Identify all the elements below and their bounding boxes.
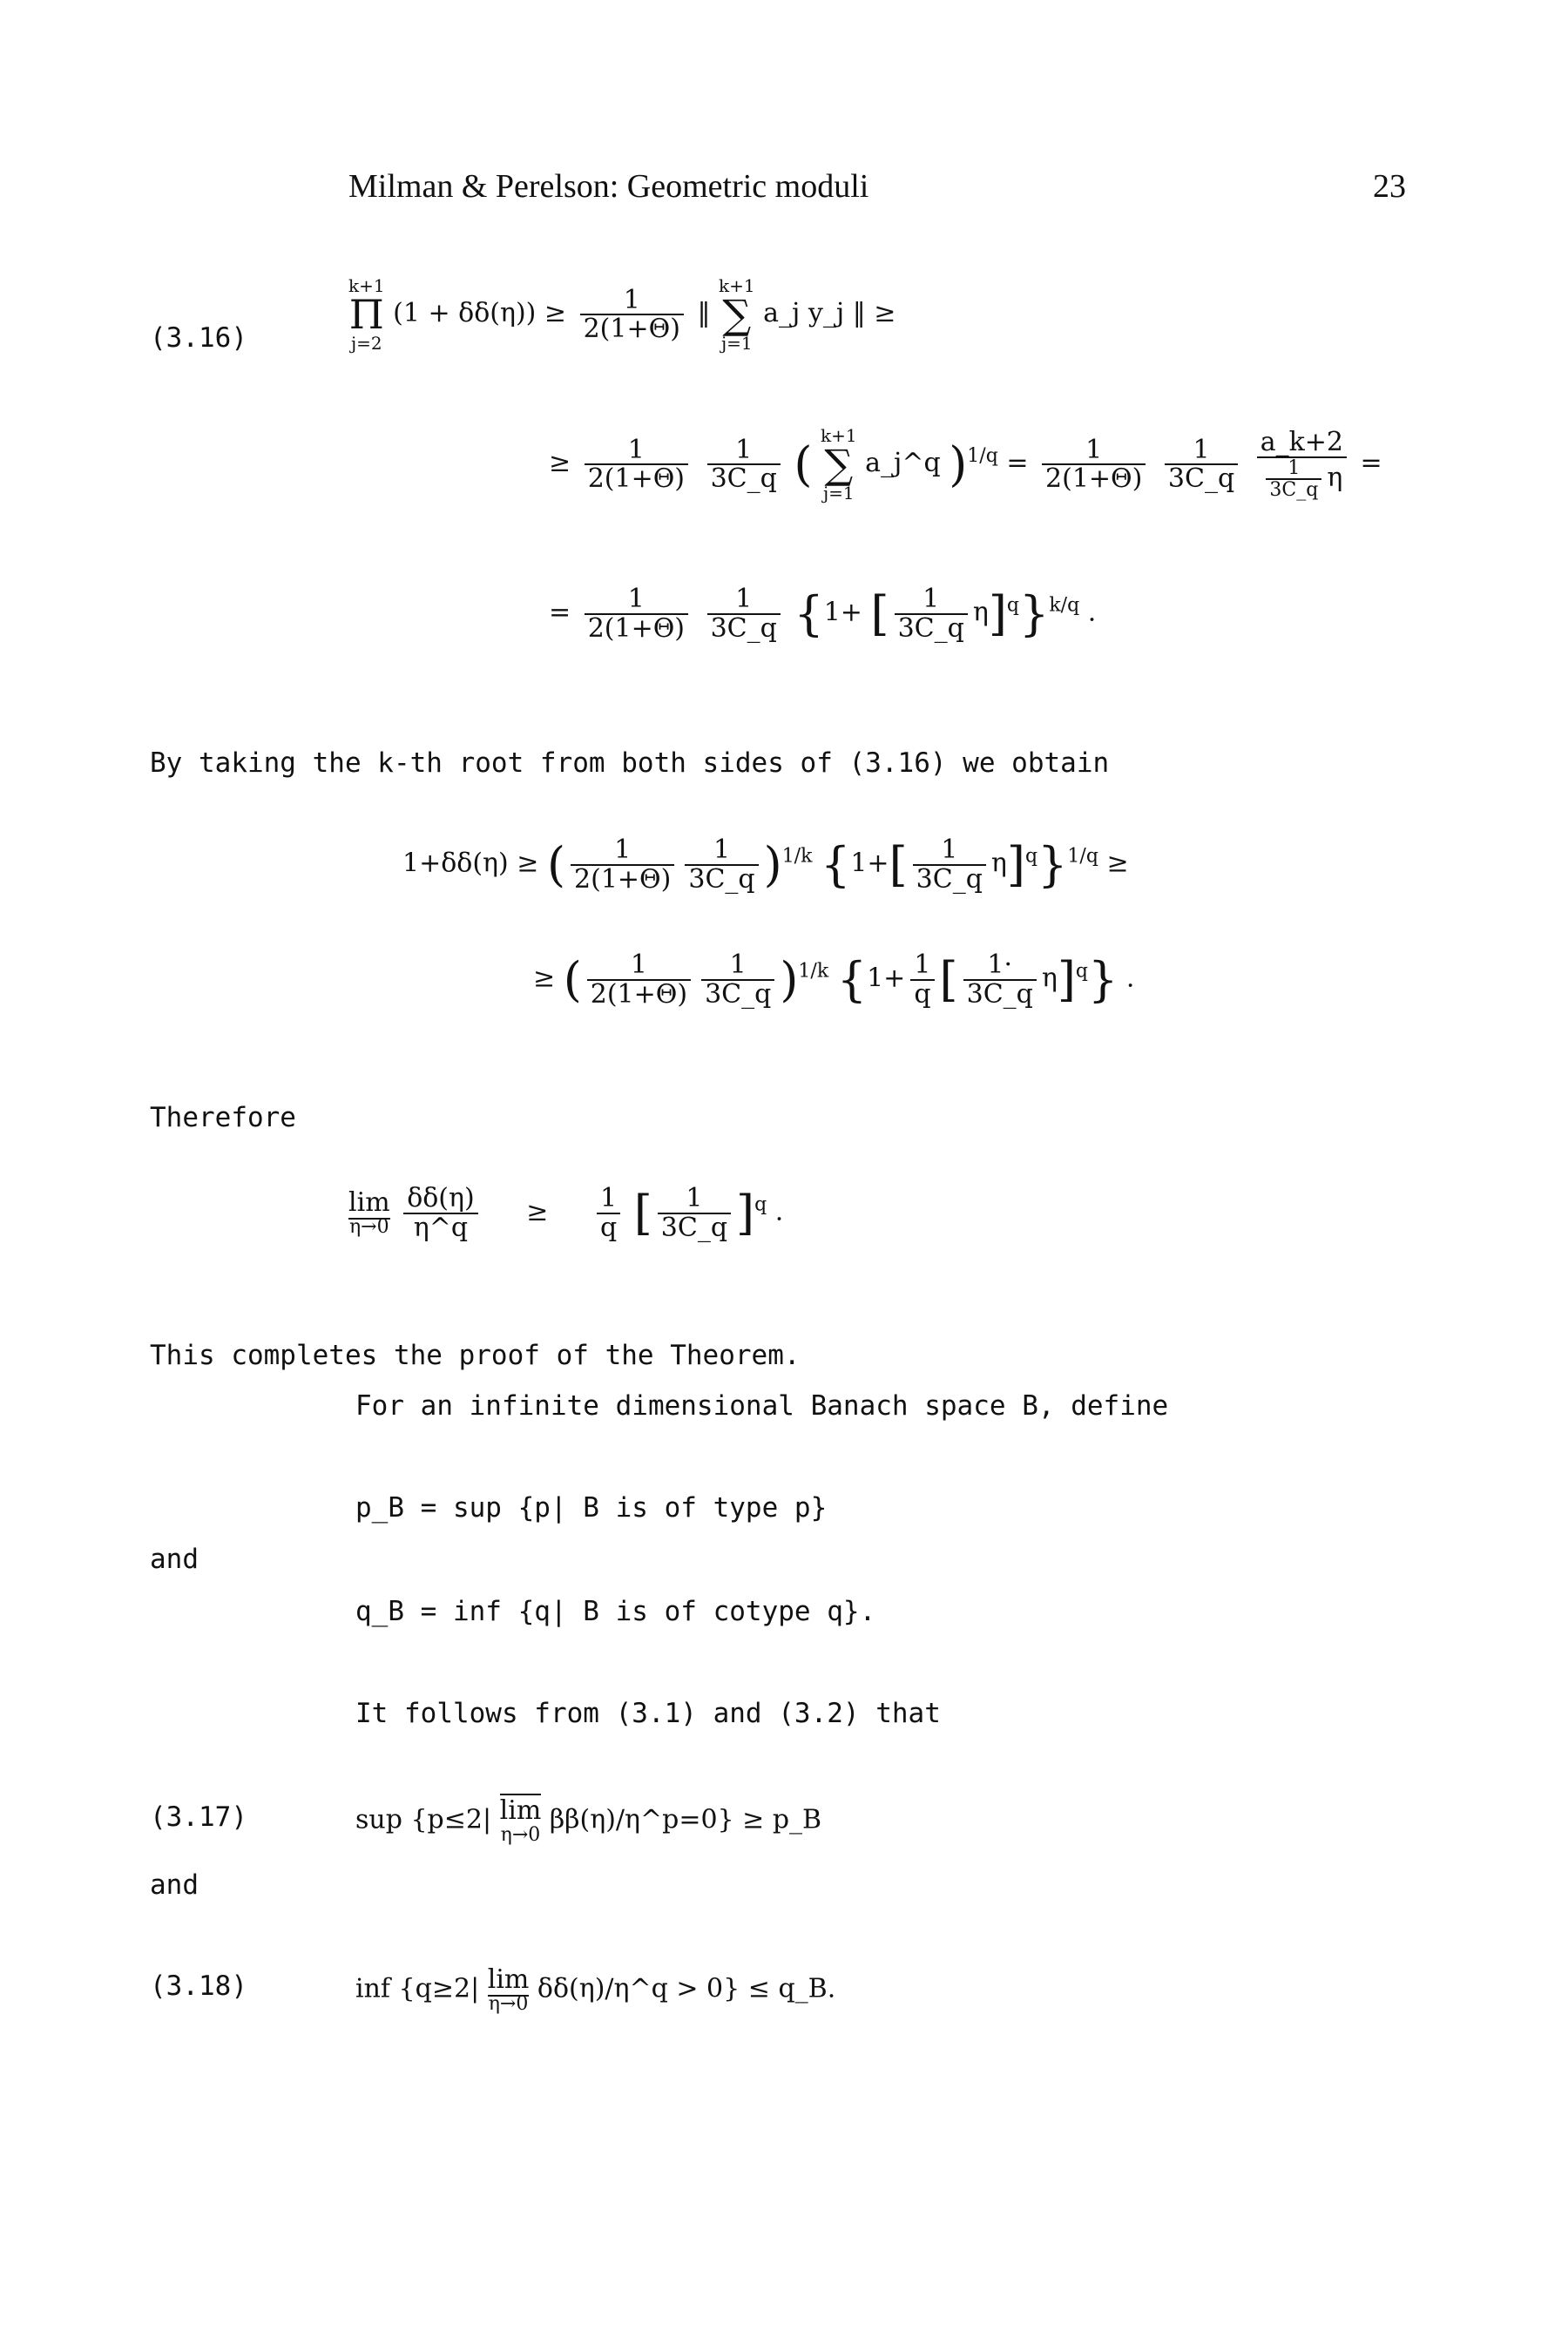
- equation-label-3-17: (3.17): [150, 1801, 247, 1833]
- norm-left: ‖: [697, 298, 711, 328]
- sum-operator: k+1 ∑ j=1: [820, 425, 857, 504]
- fraction: $\frac{1}{3C\_q}$: [913, 836, 986, 893]
- fraction: $\frac{1}{2(1+\Theta)}$: [587, 951, 691, 1008]
- fraction: $\frac{1}{3C\_q}$: [685, 836, 758, 893]
- fraction: $\frac{1}{q}$: [910, 951, 934, 1008]
- connective-and: and: [150, 1544, 199, 1575]
- sum-operator: k+1 ∑ j=1: [719, 275, 755, 354]
- equation-label-3-16: (3.16): [150, 322, 247, 354]
- fraction: $\frac{1}{3C\_q}$: [895, 585, 968, 642]
- paragraph: For an infinite dimensional Banach space B, define: [355, 1390, 1169, 1422]
- paragraph: It follows from (3.1) and (3.2) that: [355, 1698, 941, 1729]
- paragraph: This completes the proof of the Theorem.: [150, 1340, 801, 1371]
- fraction: $\frac{1\cdot}{3C\_q}$: [963, 951, 1037, 1008]
- product-operator: k+1 Π j=2: [348, 275, 385, 354]
- equation-label-3-18: (3.18): [150, 1970, 247, 2002]
- liminf-operator: lim η→0: [487, 1964, 530, 2015]
- inequality-line-2: ≥ ( $\frac{1}{2(1+\Theta)}$ $\frac{1}{3C\_q}$ )$^{1/k}$ {1+ $\frac{1}{q}$ [ $\frac{1\cdot}{3C\_q}$ η]$^q$} .: [533, 950, 1135, 1010]
- equation-3-16-line-2: ≥ $\frac{1}{2(1+\Theta)}$ $\frac{1}{3C\_q}$ ( k+1 ∑ j=1 a_j^q )$^{1/q}$ = $\frac{1}{2(1+\Theta)}$ $\frac{1}{3C\_q}$ a_k+2 $\frac{1}{3C\_q}$ η =: [549, 425, 1382, 504]
- equation-3-18: inf {q≥2| lim η→0 δδ(η)/η^q > 0} ≤ q_B.: [355, 1964, 836, 2015]
- fraction: $\frac{1}{2(1+\Theta)}$: [585, 585, 688, 642]
- fraction: $\frac{1}{3C\_q}$: [707, 585, 781, 642]
- fraction: $\frac{1}{q}$: [597, 1185, 620, 1241]
- relation: ≥: [874, 298, 896, 328]
- equation-3-17: sup {p≤2| lim η→0 ββ(η)/η^p=0} ≥ p_B: [355, 1795, 822, 1846]
- norm-right: ‖: [852, 298, 866, 328]
- limit-operator: lim η→0: [348, 1186, 390, 1238]
- fraction: $\frac{1}{2(1+\Theta)}$: [1042, 436, 1146, 493]
- running-header-title: Milman & Perelson: Geometric moduli: [348, 168, 869, 205]
- limit-inequality: lim η→0 $\frac{\delta\delta(\eta)}{\eta\^{}q}$ ≥ $\frac{1}{q}$ [ $\frac{1}{3C\_q}$ ]$^q$ .: [348, 1183, 784, 1243]
- fraction: $\frac{1}{3C\_q}$: [701, 951, 774, 1008]
- fraction: $\frac{\delta\delta(\eta)}{\eta\^{}q}$: [403, 1185, 478, 1241]
- fraction: $\frac{1}{3C\_q}$: [658, 1185, 731, 1241]
- sum-body: a_j y_j: [763, 298, 845, 328]
- equation-3-16-line-3: = $\frac{1}{2(1+\Theta)}$ $\frac{1}{3C\_q}$ {1+ [ $\frac{1}{3C\_q}$ η]$^q$}$^{k/q}$ .: [549, 584, 1097, 644]
- paragraph: Therefore: [150, 1102, 296, 1133]
- inequality-line-1: 1+δδ(η) ≥ ( $\frac{1}{2(1+\Theta)}$ $\frac{1}{3C\_q}$ )$^{1/k}$ {1+[ $\frac{1}{3C\_q}$ η]$^q$}$^{1/q}$ ≥: [402, 835, 1129, 895]
- limsup-operator: lim η→0: [499, 1795, 542, 1846]
- definition-q-B: q_B = inf {q| B is of cotype q}.: [355, 1596, 876, 1627]
- nested-fraction: a_k+2 $\frac{1}{3C\_q}$ η: [1257, 429, 1347, 500]
- fraction: $\frac{1}{2(1+\Theta)}$: [580, 287, 684, 343]
- paragraph: By taking the k-th root from both sides of (3.16) we obtain: [150, 747, 1110, 779]
- page-number: 23: [1373, 168, 1406, 205]
- fraction: $\frac{1}{3C\_q}$: [707, 436, 781, 493]
- product-body: (1 + δδ(η)) ≥: [393, 298, 567, 328]
- fraction: $\frac{1}{2(1+\Theta)}$: [585, 436, 688, 493]
- fraction: $\frac{1}{2(1+\Theta)}$: [571, 836, 674, 893]
- equation-3-16-line-1: [348, 277, 896, 352]
- connective-and: and: [150, 1869, 199, 1901]
- definition-p-B: p_B = sup {p| B is of type p}: [355, 1492, 828, 1524]
- fraction: $\frac{1}{3C\_q}$: [1165, 436, 1238, 493]
